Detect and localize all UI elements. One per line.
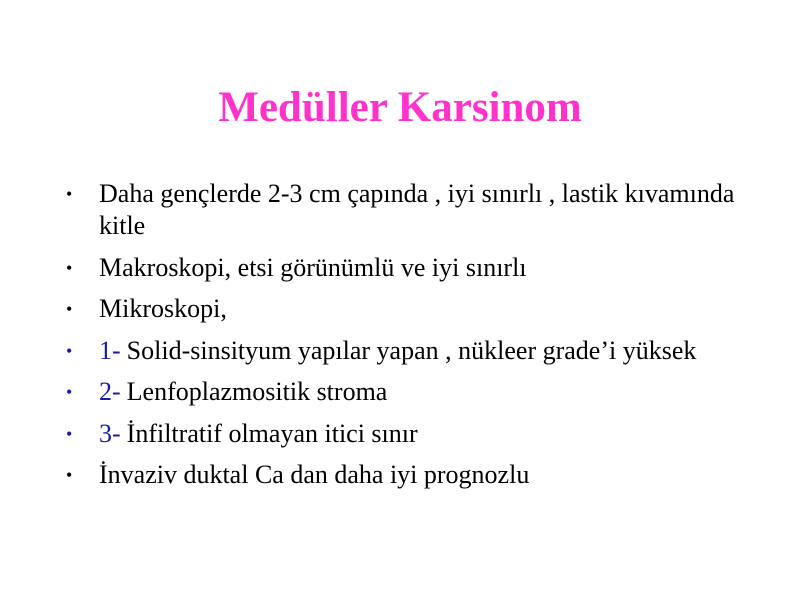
bullet-item xyxy=(66,252,746,284)
bullet-text: İnvaziv duktal Ca dan daha iyi prognozlu xyxy=(99,460,530,489)
bullet-dot-icon: • xyxy=(66,340,73,361)
bullet-number: 1- xyxy=(99,335,121,365)
bullet-dot-icon: • xyxy=(66,423,73,444)
bullet-item xyxy=(66,459,746,491)
bullet-item xyxy=(66,293,746,325)
bullet-text: Solid-sinsityum yapılar yapan , nükleer grade’i yüksek xyxy=(126,335,697,365)
bullet-number: 2- xyxy=(99,377,121,406)
bullet-number: 3- xyxy=(99,418,121,448)
bullet-list xyxy=(66,178,746,501)
bullet-text: Mikroskopi, xyxy=(99,294,227,323)
bullet-dot-icon: • xyxy=(66,257,73,278)
bullet-item xyxy=(66,178,746,242)
bullet-dot-icon: • xyxy=(66,299,73,319)
bullet-text: İnfiltratif olmayan itici sınır xyxy=(126,418,418,448)
bullet-item xyxy=(66,418,746,450)
bullet-text: Makroskopi, etsi görünümlü ve iyi sınırlı xyxy=(99,252,527,282)
bullet-item xyxy=(66,376,746,408)
bullet-item xyxy=(66,335,746,367)
bullet-dot-icon: • xyxy=(66,382,73,402)
slide-title: Medüller Karsinom xyxy=(218,84,582,131)
bullet-text: Lenfoplazmositik stroma xyxy=(126,377,388,406)
bullet-dot-icon: • xyxy=(66,465,73,485)
bullet-text: Daha gençlerde 2-3 cm çapında , iyi sınırlı , lastik kıvamında kitle xyxy=(99,179,735,240)
bullet-dot-icon: • xyxy=(66,184,73,204)
